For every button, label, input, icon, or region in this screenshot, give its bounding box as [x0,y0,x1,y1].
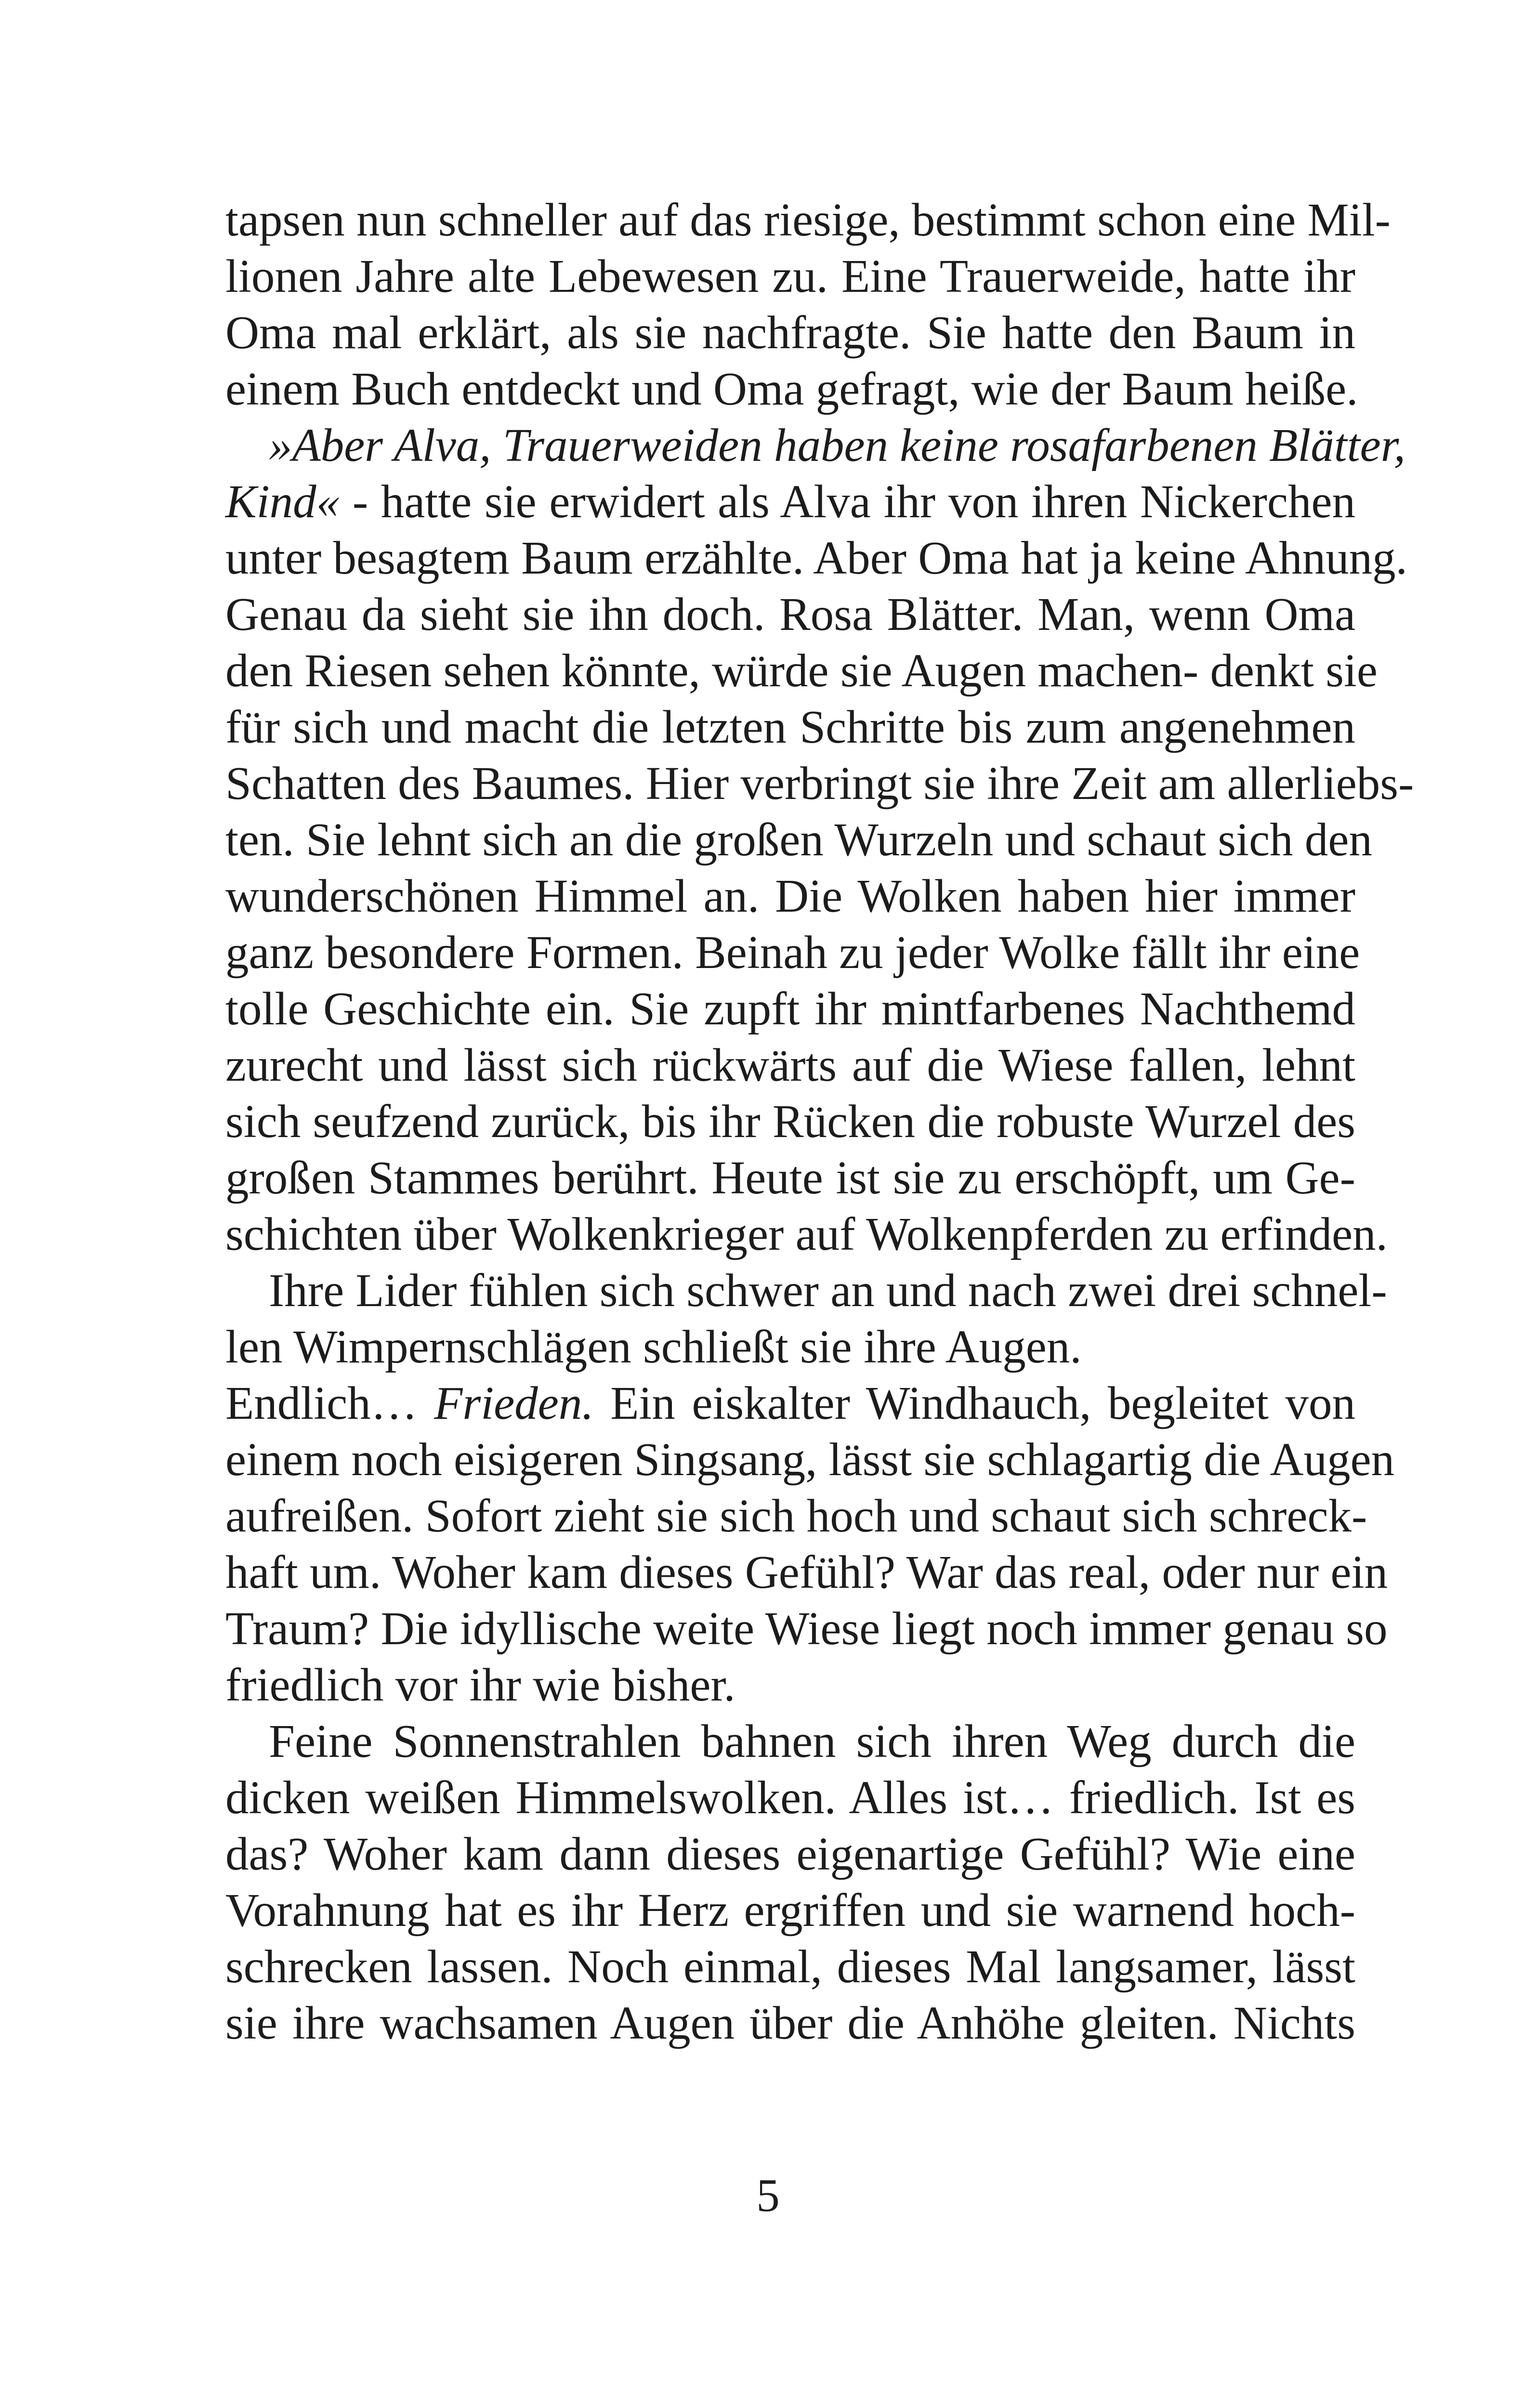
text-segment: Ein eiskalter Windhauch, begleitet von [593,1377,1355,1429]
text-line: tolle Geschichte ein. Sie zupft ihr mintfarbenes Nachthemd [225,983,1355,1034]
text-line: tapsen nun schneller auf das riesige, bestimmt schon eine Mil- [225,194,1391,246]
text-line: aufreißen. Sofort zieht sie sich hoch und schaut sich schreck- [225,1490,1367,1542]
italic-quote: »Aber Alva, Trauerweiden haben keine rosafarbenen Blätter, [269,419,1405,471]
text-line: Vorahnung hat es ihr Herz ergriffen und sie warnend hoch- [225,1885,1355,1936]
text-line: Traum? Die idyllische weite Wiese liegt noch immer genau so [225,1603,1388,1654]
text-line: lionen Jahre alte Lebewesen zu. Eine Trauerweide, hatte ihr [225,250,1355,302]
text-line: len Wimpernschlägen schließt sie ihre Augen. [225,1321,1082,1373]
text-line: einem Buch entdeckt und Oma gefragt, wie der Baum heiße. [225,363,1358,415]
text-line: für sich und macht die letzten Schritte bis zum angenehmen [225,701,1355,753]
text-line: sie ihre wachsamen Augen über die Anhöhe gleiten. Nichts [225,1997,1355,2049]
text-line: zurecht und lässt sich rückwärts auf die Wiese fallen, lehnt [225,1039,1355,1091]
text-line: Schatten des Baumes. Hier verbringt sie ihre Zeit am allerliebs- [225,758,1414,809]
text-line [225,417,1405,473]
text-line: haft um. Woher kam dieses Gefühl? War das real, oder nur ein [225,1546,1388,1598]
text-line [225,473,1355,530]
text-line [225,1375,1355,1431]
text-line: sich seufzend zurück, bis ihr Rücken die robuste Wurzel des [225,1096,1355,1147]
text-segment: Endlich… [225,1377,434,1429]
text-line: Genau da sieht sie ihn doch. Rosa Blätter. Man, wenn Oma [225,589,1355,640]
text-line: unter besagtem Baum erzählte. Aber Oma hat ja keine Ahnung. [225,532,1407,584]
text-line: das? Woher kam dann dieses eigenartige Gefühl? Wie eine [225,1828,1355,1880]
text-line: wunderschönen Himmel an. Die Wolken haben hier immer [225,870,1355,922]
italic-word: Frieden. [434,1377,594,1429]
text-line: friedlich vor ihr wie bisher. [225,1659,735,1711]
text-line: ten. Sie lehnt sich an die großen Wurzeln und schaut sich den [225,814,1372,865]
body-text [225,192,1414,2051]
text-line: einem noch eisigeren Singsang, lässt sie schlagartig die Augen [225,1434,1395,1485]
page-number: 5 [756,2170,780,2221]
italic-quote: Kind« [225,476,340,527]
text-line: schrecken lassen. Noch einmal, dieses Mal langsamer, lässt [225,1941,1355,1992]
text-line: den Riesen sehen könnte, würde sie Augen machen- denkt sie [225,645,1378,696]
text-segment: - hatte sie erwidert als Alva ihr von ihren Nickerchen [340,476,1355,527]
text-line: Feine Sonnenstrahlen bahnen sich ihren Weg durch die [269,1715,1355,1767]
text-line: dicken weißen Himmelswolken. Alles ist… friedlich. Ist es [225,1772,1355,1823]
text-line: ganz besondere Formen. Beinah zu jeder Wolke fällt ihr eine [225,927,1360,978]
text-line: Ihre Lider fühlen sich schwer an und nach zwei drei schnel- [269,1265,1387,1316]
text-line: schichten über Wolkenkrieger auf Wolkenpferden zu erfinden. [225,1208,1388,1260]
text-line: großen Stammes berührt. Heute ist sie zu erschöpft, um Ge- [225,1152,1355,1204]
text-line: Oma mal erklärt, als sie nachfragte. Sie hatte den Baum in [225,307,1355,358]
